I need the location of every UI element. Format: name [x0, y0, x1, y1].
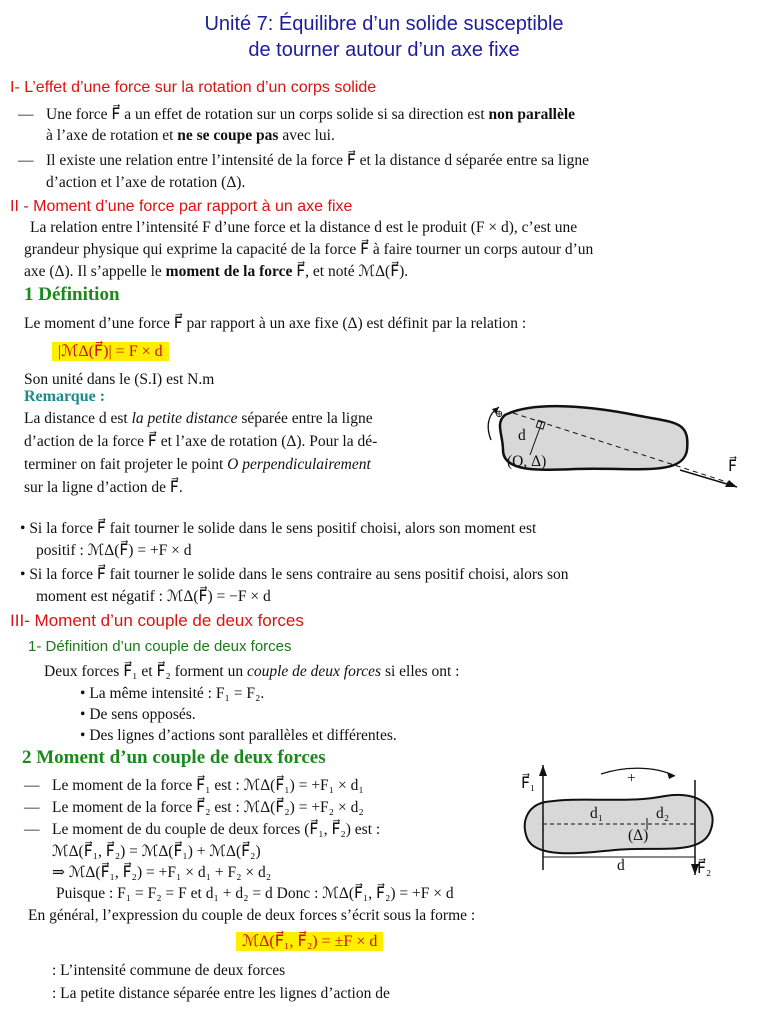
couple-figure-f2-label: F⃗₂ [697, 860, 712, 877]
plus-sign-icon: ⊕ [495, 409, 504, 420]
couple-figure-d2-label: d₂ [656, 805, 670, 822]
unit-text: Son unité dans le (S.I) est N.m [24, 371, 215, 388]
moment-f1-line: — Le moment de la force F⃗₁ est : ℳΔ(F⃗₁) = +F₁ × d₁ [24, 777, 364, 794]
couple-definition-subheading: 1- Définition d’un couple de deux forces [28, 638, 292, 655]
couple-note-2: : La petite distance séparée entre les lignes d’action de [52, 985, 390, 1002]
couple-moment-heading: 2 Moment d’un couple de deux forces [22, 747, 326, 768]
couple-figure-d1-label: d₁ [590, 805, 604, 822]
figure1-axis-label: (O, Δ) [507, 453, 547, 470]
figure1-force-label: F⃗ [728, 458, 737, 475]
bullet-positive-moment: • Si la force F⃗ fait tourner le solide dans le sens positif choisi, alors son moment est [20, 520, 537, 537]
couple-note-1: : L’intensité commune de deux forces [52, 962, 286, 979]
couple-condition-1: • La même intensité : F₁ = F₂. [80, 685, 265, 702]
remarque-label: Remarque : [24, 388, 106, 405]
remarque-line4: sur la ligne d’action de F⃗. [24, 479, 183, 496]
moment-couple-line: — Le moment de du couple de deux forces (F⃗₁, F⃗₂) est : [24, 821, 381, 838]
couple-formula: ℳΔ(F⃗₁, F⃗₂) = ±F × d [236, 931, 383, 951]
section1-paragraph1-cont: à l’axe de rotation et ne se coupe pas avec lui. [46, 127, 335, 144]
remarque-line3: terminer on fait projeter le point O perpendiculairement [24, 456, 371, 473]
definition-heading: 1 Définition [24, 284, 120, 305]
remarque-line2: d’action de la force F⃗ et l’axe de rotation (Δ). Pour la dé- [24, 433, 378, 450]
couple-condition-3: • Des lignes d’actions sont parallèles et différentes. [80, 727, 397, 744]
couple-figure-axis-label: (Δ) [628, 827, 649, 844]
bullet-positive-moment-cont: positif : ℳΔ(F⃗) = +F × d [36, 542, 192, 559]
couple-figure-plus-sign: + [627, 770, 636, 787]
moment-f2-line: — Le moment de la force F⃗₂ est : ℳΔ(F⃗₂) = +F₂ × d₂ [24, 799, 364, 816]
section3-heading: III- Moment d’un couple de deux forces [10, 611, 304, 630]
section1-paragraph1: — Une force F⃗ a un effet de rotation sur un corps solide si sa direction est non parallèle [18, 106, 576, 123]
couple-puisque-line: Puisque : F₁ = F₂ = F et d₁ + d₂ = d Donc : ℳΔ(F⃗₁, F⃗₂) = +F × d [56, 885, 454, 902]
section2-text-line2: grandeur physique qui exprime la capacité de la force F⃗ à faire tourner un corps autour d’un [24, 241, 594, 258]
section2-text-line1: La relation entre l’intensité F d’une force et la distance d est le produit (F × d), c’est une [30, 219, 578, 236]
couple-equation-2: ⇒ ℳΔ(F⃗₁, F⃗₂) = +F₁ × d₁ + F₂ × d₂ [52, 864, 272, 881]
couple-general-line: En général, l’expression du couple de deux forces s’écrit sous la forme : [28, 907, 476, 924]
section1-paragraph2-cont: d’action et l’axe de rotation (Δ). [46, 174, 246, 191]
couple-figure-f1-label: F⃗₁ [521, 775, 536, 792]
couple-condition-2: • De sens opposés. [80, 706, 196, 723]
bullet-negative-moment-cont: moment est négatif : ℳΔ(F⃗) = −F × d [36, 588, 271, 605]
couple-intro: Deux forces F⃗₁ et F⃗₂ forment un couple de deux forces si elles ont : [44, 663, 460, 680]
remarque-line1: La distance d est la petite distance séparée entre la ligne [24, 410, 373, 427]
couple-equation-1: ℳΔ(F⃗₁, F⃗₂) = ℳΔ(F⃗₁) + ℳΔ(F⃗₂) [52, 843, 261, 860]
section2-text-line3: axe (Δ). Il s’appelle le moment de la force F⃗, et noté ℳΔ(F⃗). [24, 263, 409, 280]
section2-heading: II - Moment d’une force par rapport à un axe fixe [10, 198, 353, 215]
moment-formula: |ℳΔ(F⃗)| = F × d [52, 341, 169, 361]
definition-text: Le moment d’une force F⃗ par rapport à un axe fixe (Δ) est définit par la relation : [24, 315, 527, 332]
page-subtitle: de tourner autour d’un axe fixe [248, 39, 520, 61]
page-title: Unité 7: Équilibre d’un solide susceptible [204, 13, 564, 35]
figure1-d-label: d [518, 427, 526, 444]
section1-paragraph2: — Il existe une relation entre l’intensité de la force F⃗ et la distance d séparée entre sa ligne [18, 152, 589, 169]
solid-figure-1 [475, 395, 755, 495]
section1-heading: I- L’effet d’une force sur la rotation d’un corps solide [10, 79, 377, 96]
bullet-negative-moment: • Si la force F⃗ fait tourner le solide dans le sens contraire au sens positif choisi, alors son [20, 566, 569, 583]
couple-figure-d-label: d [617, 857, 625, 874]
